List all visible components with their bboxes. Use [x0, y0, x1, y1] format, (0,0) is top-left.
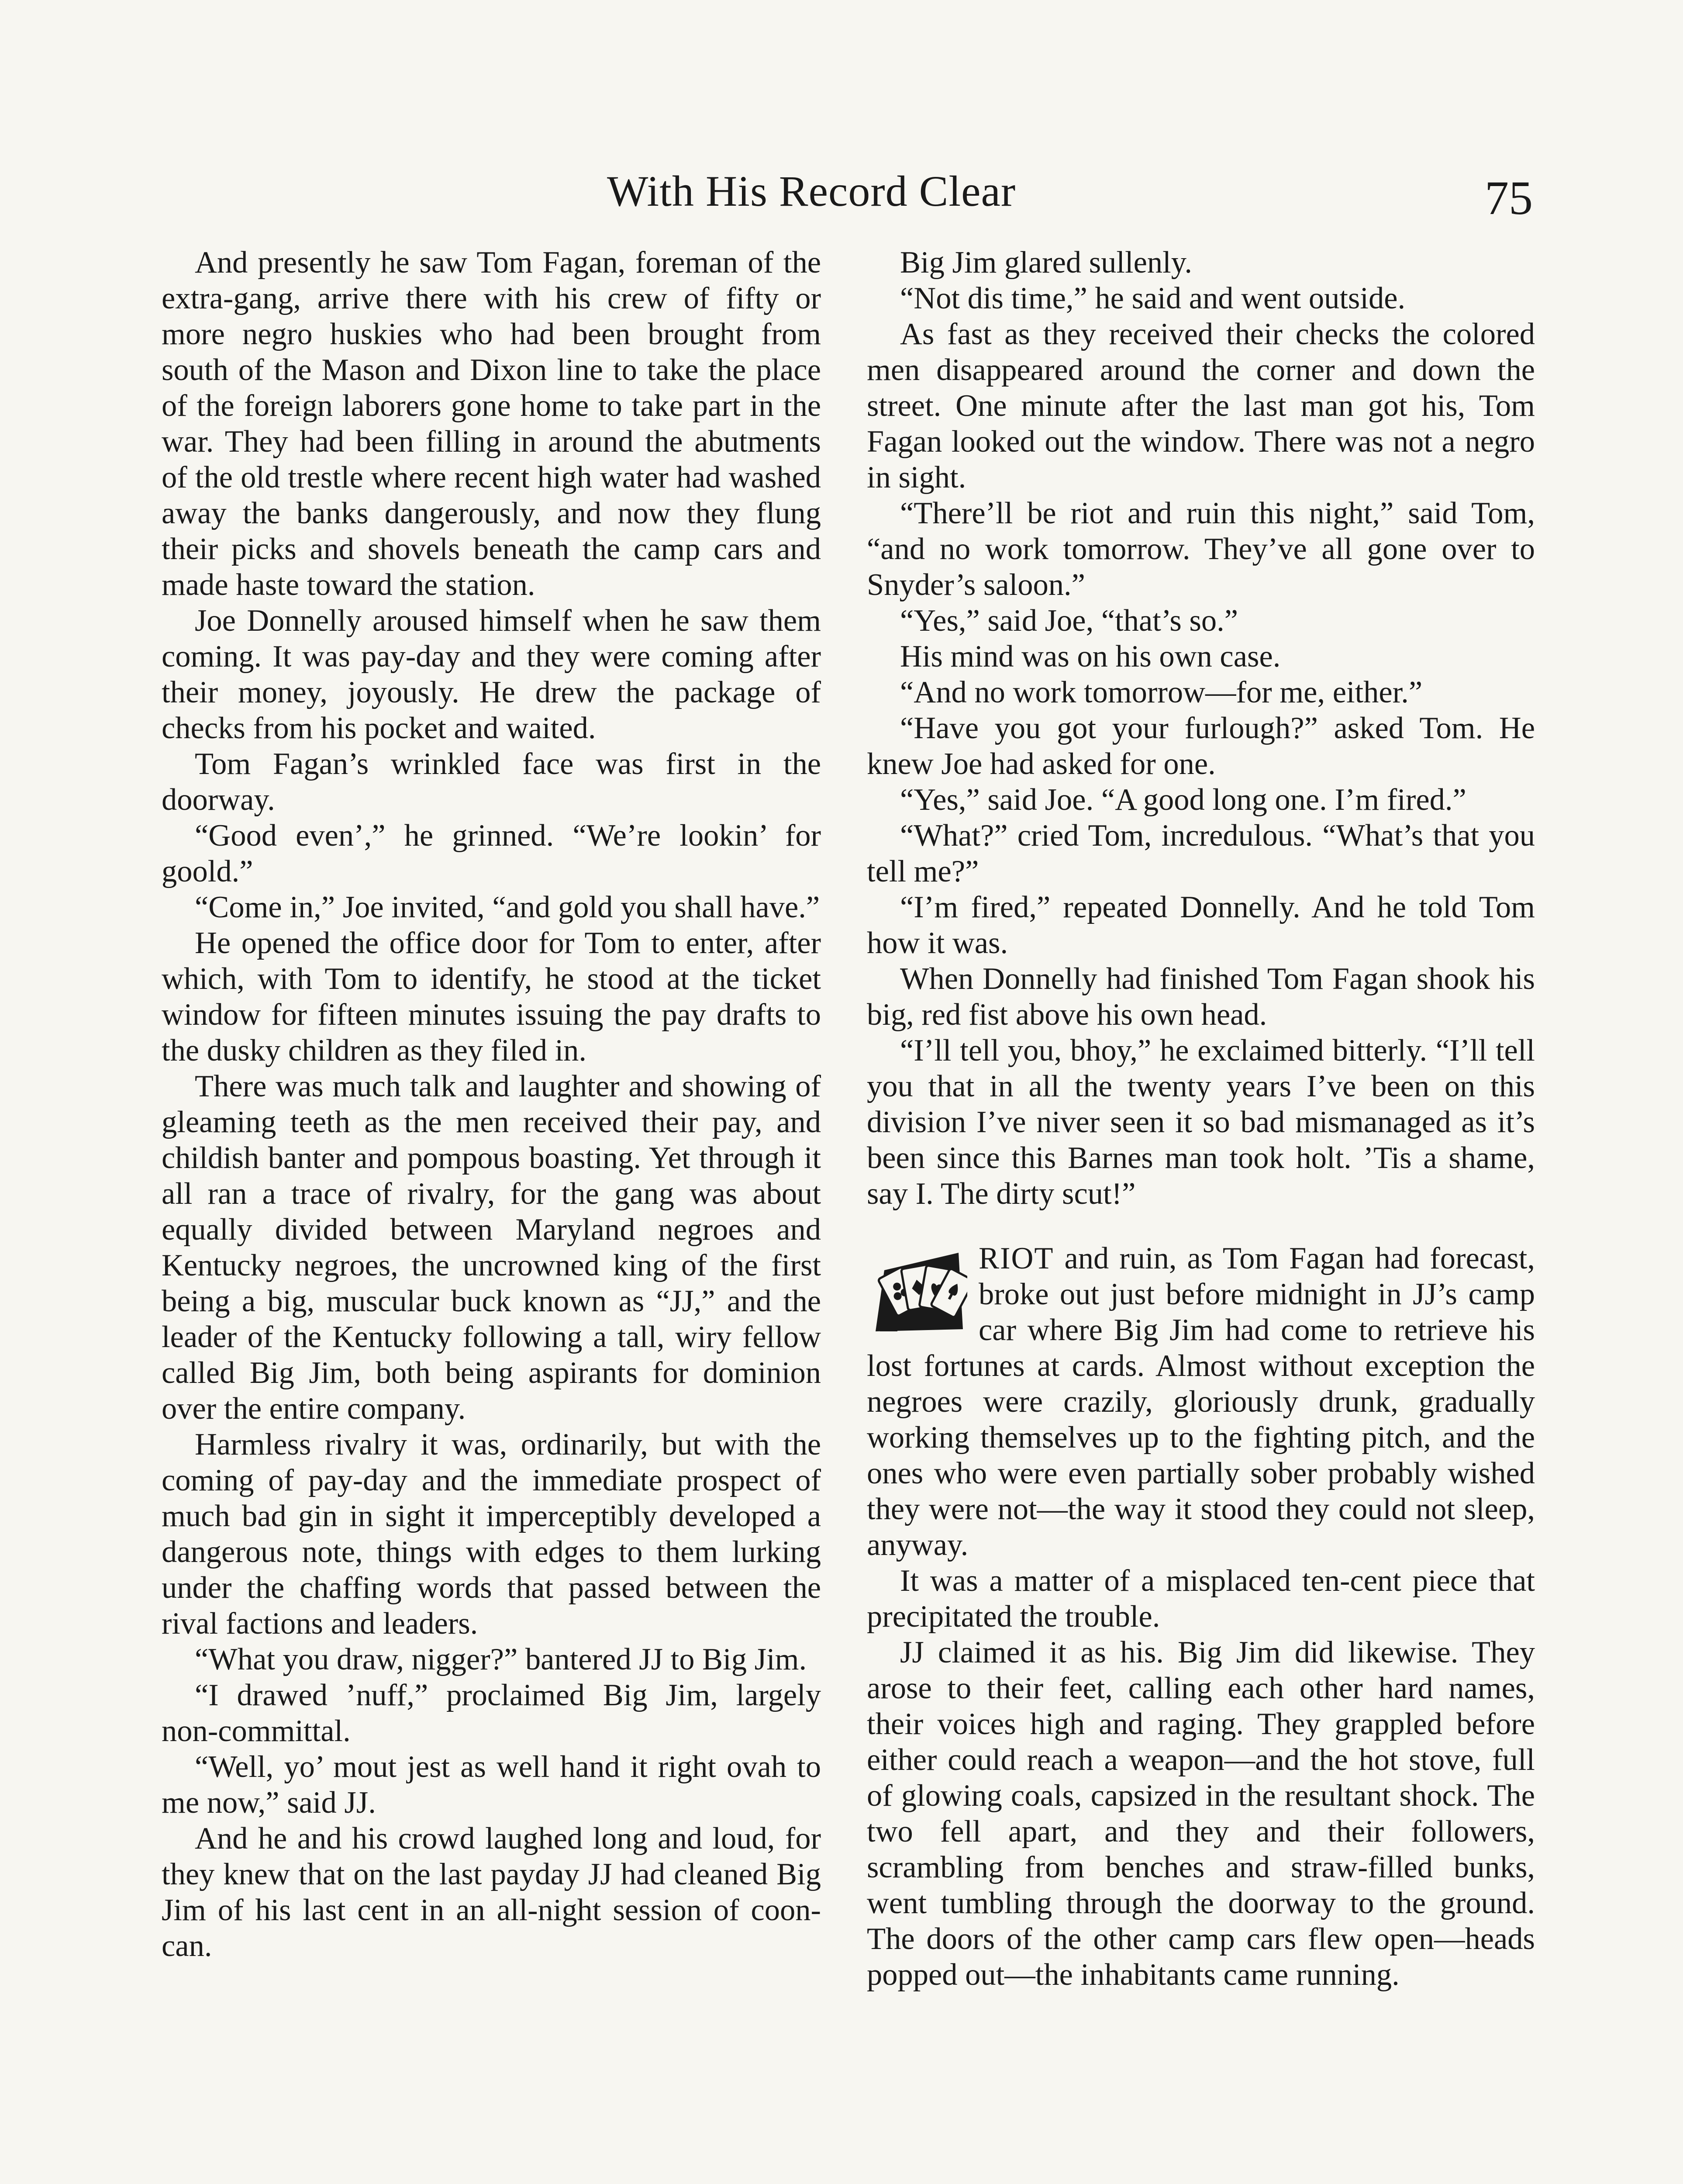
paragraph: “Have you got your furlough?” asked Tom. He knew Joe had asked for one.: [867, 711, 1535, 781]
paragraph: “What you draw, nigger?” bantered JJ to Big Jim.: [195, 1642, 807, 1676]
paragraph: His mind was on his own case.: [900, 639, 1281, 674]
paragraph: “Yes,” said Joe. “A good long one. I’m fired.”: [900, 783, 1466, 817]
section-first-paragraph-text: and ruin, as Tom Fagan had forecast, broke out just before midnight in JJ’s camp car where Big Jim had come to retrieve his lost fortunes at cards. Almost without exception the negroes were crazily, gloriously drunk, gradually working themselves up to the fighting pitch, and the ones who were even partially sober probably wished they were not—the way it stood they could not sleep, anyway.: [867, 1241, 1535, 1562]
page-header: [0, 157, 1683, 227]
paragraph: When Donnelly had finished Tom Fagan shook his big, red fist above his own head.: [867, 962, 1535, 1032]
paragraph: “Good even’,” he grinned. “We’re lookin’ for goold.”: [162, 819, 821, 888]
paragraph: Harmless rivalry it was, ordinarily, but with the coming of pay-day and the immediate prospect of much bad gin in sight it imperceptibly developed a dangerous note, things with edges to them lurking under the chaffing words that passed between the rival factions and leaders.: [162, 1427, 821, 1641]
paragraph: JJ claimed it as his. Big Jim did likewise. They arose to their feet, calling each other hard names, their voices high and raging. They grappled before either could reach a weapon—and the hot stove, full of glowing coals, capsized in the resultant shock. The two fell apart, and they and their followers, scrambling from benches and straw-filled bunks, went tumbling through the doorway to the ground. The doors of the other camp cars flew open—heads popped out—the inhabitants came running.: [867, 1635, 1535, 1992]
paragraph: “Yes,” said Joe, “that’s so.”: [900, 604, 1238, 638]
paragraph: He opened the office door for Tom to enter, after which, with Tom to identify, he stood at the ticket window for fifteen minutes issuing the pay drafts to the dusky children as they filed in.: [162, 926, 821, 1068]
paragraph: Joe Donnelly aroused himself when he saw them coming. It was pay-day and they were coming after their money, joyously. He drew the package of checks from his pocket and waited.: [162, 604, 821, 745]
paragraph: “Come in,” Joe invited, “and gold you shall have.”: [195, 890, 820, 924]
page-number: 75: [1485, 171, 1533, 225]
paragraph: “Well, yo’ mout jest as well hand it right ovah to me now,” said JJ.: [162, 1750, 821, 1820]
paragraph: “And no work tomorrow—for me, either.”: [900, 675, 1423, 709]
paragraph: “What?” cried Tom, incredulous. “What’s that you tell me?”: [867, 819, 1535, 888]
section-first-paragraph: [867, 1241, 1535, 1563]
paragraph: “I drawed ’nuff,” proclaimed Big Jim, largely non-committal.: [162, 1678, 821, 1748]
section-break: [867, 1212, 1535, 1241]
paragraph: Big Jim glared sullenly.: [900, 245, 1193, 280]
paragraph: As fast as they received their checks the colored men disappeared around the corner and down the street. One minute after the last man got his, Tom Fagan looked out the window. There was not a negro in sight.: [867, 317, 1535, 494]
left-column: [162, 245, 821, 1964]
paragraph: “Not dis time,” he said and went outside.: [900, 281, 1406, 315]
running-title: With His Record Clear: [607, 167, 1016, 215]
paragraph: It was a matter of a misplaced ten-cent piece that precipitated the trouble.: [867, 1564, 1535, 1634]
paragraph: “I’ll tell you, bhoy,” he exclaimed bitterly. “I’ll tell you that in all the twenty years I’ve been on this division I’ve niver seen it so bad mismanaged as it’s been since this Barnes man took holt. ’Tis a shame, say I. The dirty scut!”: [867, 1033, 1535, 1211]
section-lead-word: RIOT: [979, 1241, 1054, 1275]
right-column: [867, 245, 1535, 1993]
playing-cards-icon: [867, 1244, 967, 1336]
paragraph: Tom Fagan’s wrinkled face was first in the doorway.: [162, 747, 821, 817]
paragraph: “There’ll be riot and ruin this night,” said Tom, “and no work tomorrow. They’ve all gone over to Snyder’s saloon.”: [867, 496, 1535, 602]
paragraph: There was much talk and laughter and showing of gleaming teeth as the men received their pay, and childish banter and pompous boasting. Yet through it all ran a trace of rivalry, for the gang was about equally divided between Maryland negroes and Kentucky negroes, the uncrowned king of the first being a big, muscular buck known as “JJ,” and the leader of the Kentucky following a tall, wiry fellow called Big Jim, both being aspirants for dominion over the entire company.: [162, 1069, 821, 1426]
paragraph: “I’m fired,” repeated Donnelly. And he told Tom how it was.: [867, 890, 1535, 960]
paragraph: And presently he saw Tom Fagan, foreman of the extra-gang, arrive there with his crew of fifty or more negro huskies who had been brought from south of the Mason and Dixon line to take the place of the foreign laborers gone home to take part in the war. They had been filling in around the abutments of the old trestle where recent high water had washed away the banks dangerously, and now they flung their picks and shovels beneath the camp cars and made haste toward the station.: [162, 245, 821, 602]
paragraph: And he and his crowd laughed long and loud, for they knew that on the last payday JJ had cleaned Big Jim of his last cent in an all-night session of coon-can.: [162, 1821, 821, 1963]
